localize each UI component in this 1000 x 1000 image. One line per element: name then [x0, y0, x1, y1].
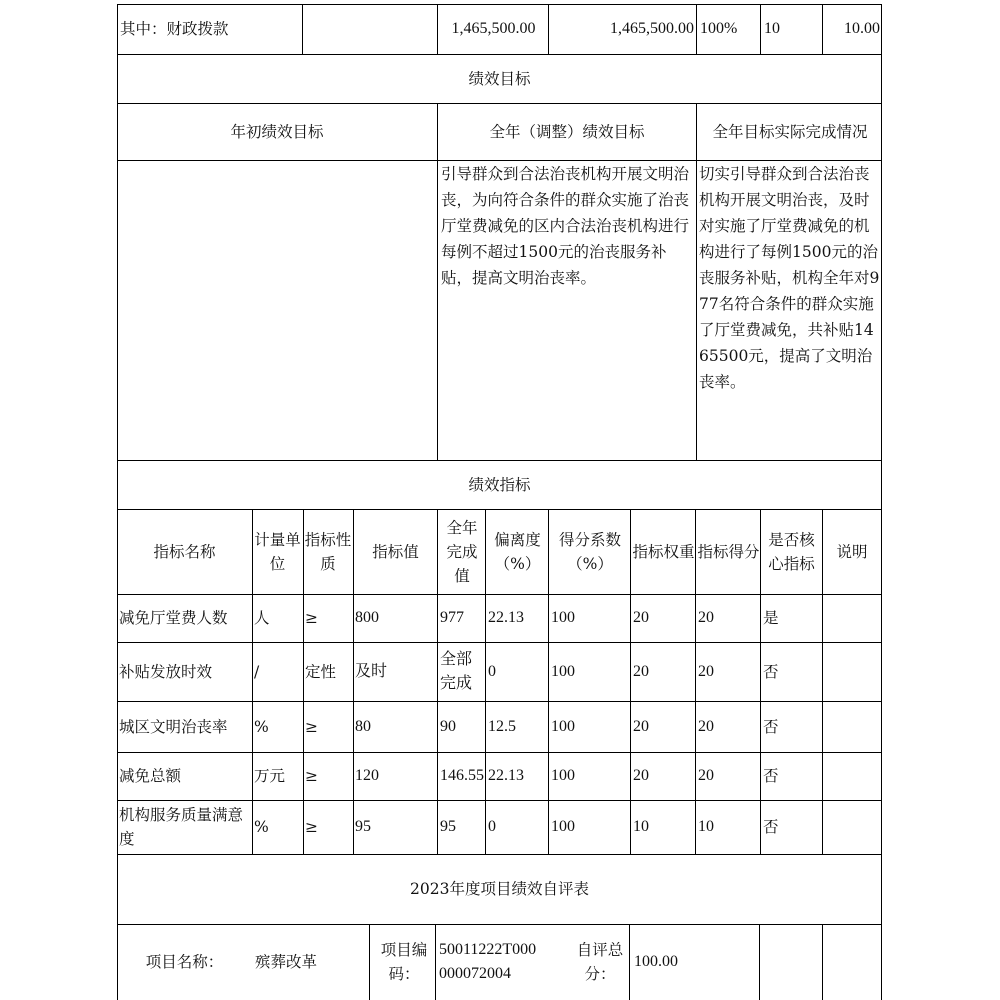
cell-actual-value: 977 — [440, 609, 464, 626]
cell-indicator-name: 减免总额 — [119, 767, 182, 785]
cell-is-core: 否 — [763, 767, 779, 785]
cell-target-value: 及时 — [355, 662, 388, 680]
cell-deviation: 22.13 — [488, 609, 524, 626]
cell-is-core: 否 — [763, 818, 779, 836]
self-score-value: 100.00 — [634, 953, 678, 970]
cell-indicator-score: 20 — [698, 717, 714, 735]
header-score-coefficient: 得分系数（%） — [558, 530, 621, 573]
cell-remark — [823, 752, 881, 800]
cell-nature: ≥ — [305, 717, 318, 736]
cell-weight: 10 — [633, 818, 649, 835]
cell-target-value: 120 — [355, 767, 379, 784]
indicators-section-title: 绩效指标 — [468, 475, 531, 494]
goals-initial-text — [120, 161, 436, 459]
goals-actual-text: 切实引导群众到合法治丧机构开展文明治丧，及时对实施了厅堂费减免的机构进行了每例1500元的治丧服务补贴，机构全年对977名符合条件的群众实施了厅堂费减免，共补贴1465500元，提高了文明治丧率。 — [699, 165, 880, 391]
project-code-value: 50011222T000000072004 — [439, 941, 537, 982]
cell-nature: 定性 — [305, 662, 337, 681]
cell-unit: 人 — [254, 609, 270, 627]
cell-weight: 20 — [633, 662, 649, 680]
goals-section-title: 绩效目标 — [468, 69, 531, 88]
cell-target-value: 800 — [355, 609, 379, 626]
cell-nature: ≥ — [305, 767, 318, 785]
cell-actual-value: 95 — [440, 818, 456, 835]
cell-actual-value: 全部完成 — [440, 650, 473, 692]
cell-weight: 20 — [633, 717, 649, 735]
goals-header-actual: 全年目标实际完成情况 — [712, 122, 868, 141]
funding-weight: 10 — [764, 20, 780, 37]
cell-remark — [823, 800, 881, 854]
cell-indicator-score: 20 — [698, 662, 714, 680]
cell-score-coefficient: 100 — [551, 662, 575, 680]
funding-score: 10.00 — [844, 20, 880, 37]
funding-budget: 1,465,500.00 — [451, 20, 536, 37]
cell-indicator-score: 20 — [698, 767, 714, 784]
cell-indicator-score: 10 — [698, 818, 714, 835]
funding-executed: 1,465,500.00 — [610, 20, 694, 37]
cell-unit: / — [254, 662, 260, 681]
cell-nature: ≥ — [305, 818, 318, 836]
cell-remark — [823, 594, 881, 642]
cell-deviation: 0 — [488, 662, 496, 680]
header-weight: 指标权重 — [632, 542, 695, 561]
funding-col2 — [303, 4, 437, 54]
header-target-value: 指标值 — [372, 542, 419, 561]
cell-indicator-name: 减免厅堂费人数 — [119, 609, 228, 627]
project-name-value: 殡葬改革 — [255, 953, 318, 971]
funding-label: 其中：财政拨款 — [120, 20, 229, 38]
goals-adjusted-text: 引导群众到合法治丧机构开展文明治丧，为向符合条件的群众实施了治丧厅堂费减免的区内合法治丧机构进行每例不超过1500元的治丧服务补贴，提高文明治丧率。 — [441, 165, 690, 287]
cell-deviation: 12.5 — [488, 717, 516, 735]
cell-weight: 20 — [633, 767, 649, 784]
performance-evaluation-sheet — [117, 4, 882, 1000]
cell-indicator-score: 20 — [698, 609, 714, 626]
goals-header-adjusted: 全年（调整）绩效目标 — [489, 122, 645, 141]
header-unit: 计量单位 — [254, 530, 301, 573]
goals-header-initial: 年初绩效目标 — [230, 122, 324, 141]
header-indicator-name: 指标名称 — [153, 542, 216, 561]
cell-deviation: 0 — [488, 818, 496, 835]
cell-remark — [823, 642, 881, 701]
cell-unit: 万元 — [254, 767, 286, 785]
self-score-label: 自评总分： — [576, 941, 624, 983]
project-code-label: 项目编码： — [380, 941, 428, 983]
header-nature: 指标性质 — [304, 530, 352, 573]
cell-score-coefficient: 100 — [551, 767, 575, 784]
cell-score-coefficient: 100 — [551, 818, 575, 835]
cell-remark — [823, 701, 881, 752]
header-actual-value: 全年完成值 — [446, 518, 478, 585]
header-remark: 说明 — [836, 542, 868, 561]
cell-indicator-name: 机构服务质量满意度 — [119, 806, 244, 848]
cell-score-coefficient: 100 — [551, 609, 575, 626]
cell-target-value: 95 — [355, 818, 371, 835]
cell-is-core: 否 — [763, 717, 779, 736]
cell-unit: % — [254, 717, 269, 736]
cell-target-value: 80 — [355, 717, 371, 735]
cell-deviation: 22.13 — [488, 767, 524, 784]
cell-actual-value: 146.55 — [440, 767, 484, 784]
cell-unit: % — [254, 818, 269, 836]
cell-is-core: 是 — [763, 609, 779, 627]
cell-is-core: 否 — [763, 662, 779, 681]
cell-score-coefficient: 100 — [551, 717, 575, 735]
cell-weight: 20 — [633, 609, 649, 626]
funding-rate: 100% — [700, 20, 738, 37]
cell-nature: ≥ — [305, 609, 318, 627]
cell-actual-value: 90 — [440, 717, 456, 735]
project-name-label: 项目名称： — [145, 953, 224, 971]
cell-indicator-name: 补贴发放时效 — [119, 662, 213, 681]
cell-indicator-name: 城区文明治丧率 — [119, 717, 228, 736]
header-indicator-score: 指标得分 — [697, 542, 760, 561]
header-is-core: 是否核心指标 — [768, 530, 815, 573]
header-deviation: 偏离度（%） — [494, 530, 541, 573]
form2-title: 2023年度项目绩效自评表 — [410, 880, 589, 898]
